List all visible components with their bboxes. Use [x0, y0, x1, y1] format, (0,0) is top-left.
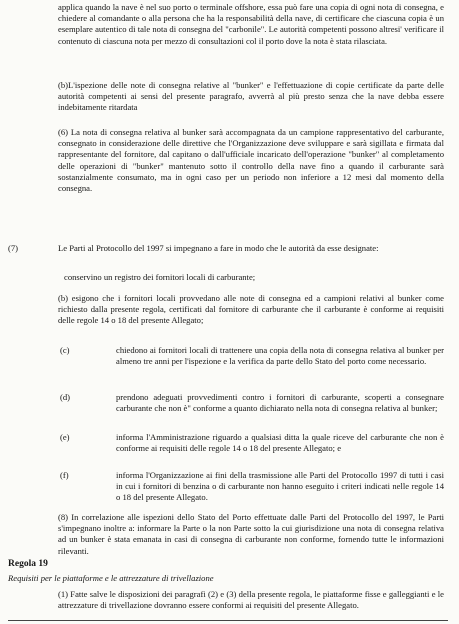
regola-paragraph-1: (1) Fatte salve le disposizioni dei paragrafi (2) e (3) della presente regola, le piattaforme fisse e galleggianti e le attrezzature di trivellazione dovranno essere conformi ai requisiti del presente Allegato. — [58, 589, 444, 611]
item-e-text: informa l'Amministrazione riguardo a qualsiasi ditta la quale riceve del carburante che non è conforme ai requisiti delle regole 14 o 18 del presente Allegato; e — [116, 432, 444, 454]
bottom-rule — [8, 620, 448, 621]
paragraph-7-intro: Le Parti al Protocollo del 1997 si impegnano a fare in modo che le autorità da esse designate: — [58, 243, 379, 253]
regola-heading: Regola 19 — [8, 559, 48, 569]
paragraph-6: (6) La nota di consegna relativa al bunker sarà accompagnata da un campione rappresentativo del carburante, consegnato in considerazione delle direttive che l'Organizzazione deve sviluppare e sarà sigillata e firmata dal rappresentante del fornitore, dal capitano o dall'ufficiale incaricato dell'operazione "bunker" al completamento delle operazioni di "bunker" mantenuto sotto il controllo della nave fino a quando il carburante sarà sostanzialmente consumato, ma in ogni caso per un periodo non inferiore a 12 mesi dal momento della consegna. — [58, 127, 444, 193]
item-d-label: (d) — [60, 392, 71, 402]
continuation-paragraph: applica quando la nave è nel suo porto o terminale offshore, essa può fare una copia di ogni nota di consegna, e chiedere al comandante o alla persona che ha la responsabilità della nave, di certificare che ciascuna copia è un esemplare autentico di tale nota di consegna del "carbonile". Le autorità competenti possono altresi' verificare il contenuto di ciascuna nota per mezzo di consultazioni col il porto dove la nota è stata rilasciata. — [58, 2, 444, 46]
item-f-text: informa l'Organizzazione ai fini della trasmissione alle Parti del Protocollo 1997 di tutti i casi in cui i fornitori di benzina o di carburante non hanno eseguito i criteri indicati nelle regole 14 o 18 del presente Allegato. — [116, 470, 444, 503]
item-c-label: (c) — [60, 345, 70, 355]
item-f-label: (f) — [60, 470, 69, 480]
paragraph-7-number: (7) — [8, 243, 19, 253]
paragraph-7a: conservino un registro dei fornitori locali di carburante; — [64, 272, 256, 282]
item-c-text: chiedono ai fornitori locali di trattenere una copia della nota di consegna relativa al bunker per almeno tre anni per l'ispezione e la verifica da parte dello Stato del porto come necessario. — [116, 345, 444, 367]
paragraph-8: (8) In correlazione alle ispezioni dello Stato del Porto effettuate dalle Parti del Protocollo del 1997, le Parti s'impegnano inoltre a: informare la Parte o la non Parte sotto la cui giurisdizione una nota di consegna relativa ad un bunker è stata emanata in casi di consegna di carburante non conforme, fornendo tutte le informazioni rilevanti. — [58, 512, 444, 556]
regola-subtitle: Requisiti per le piattaforme e le attrezzature di trivellazione — [8, 573, 214, 583]
item-e-label: (e) — [60, 432, 70, 442]
paragraph-7b: (b) esigono che i fornitori locali provvedano alle note di consegna ed a campioni relativi al bunker come richiesto dalla presente regola, certificati dal fornitore di carburante che il carburante è conforme ai requisiti delle regole 14 o 18 del presente Allegato; — [58, 293, 444, 326]
paragraph-5b: (b)L'ispezione delle note di consegna relative al "bunker" e l'effettuazione di copie certificate da parte delle autorità competenti ai sensi del presente paragrafo, avverrà al più presto senza che la nave debba essere indebitamente ritardata — [58, 80, 444, 113]
item-d-text: prendono adeguati provvedimenti contro i fornitori di carburante, scoperti a consegnare carburante che non è" conforme a quanto dichiarato nella nota di consegna relativa al bunker; — [116, 392, 444, 414]
